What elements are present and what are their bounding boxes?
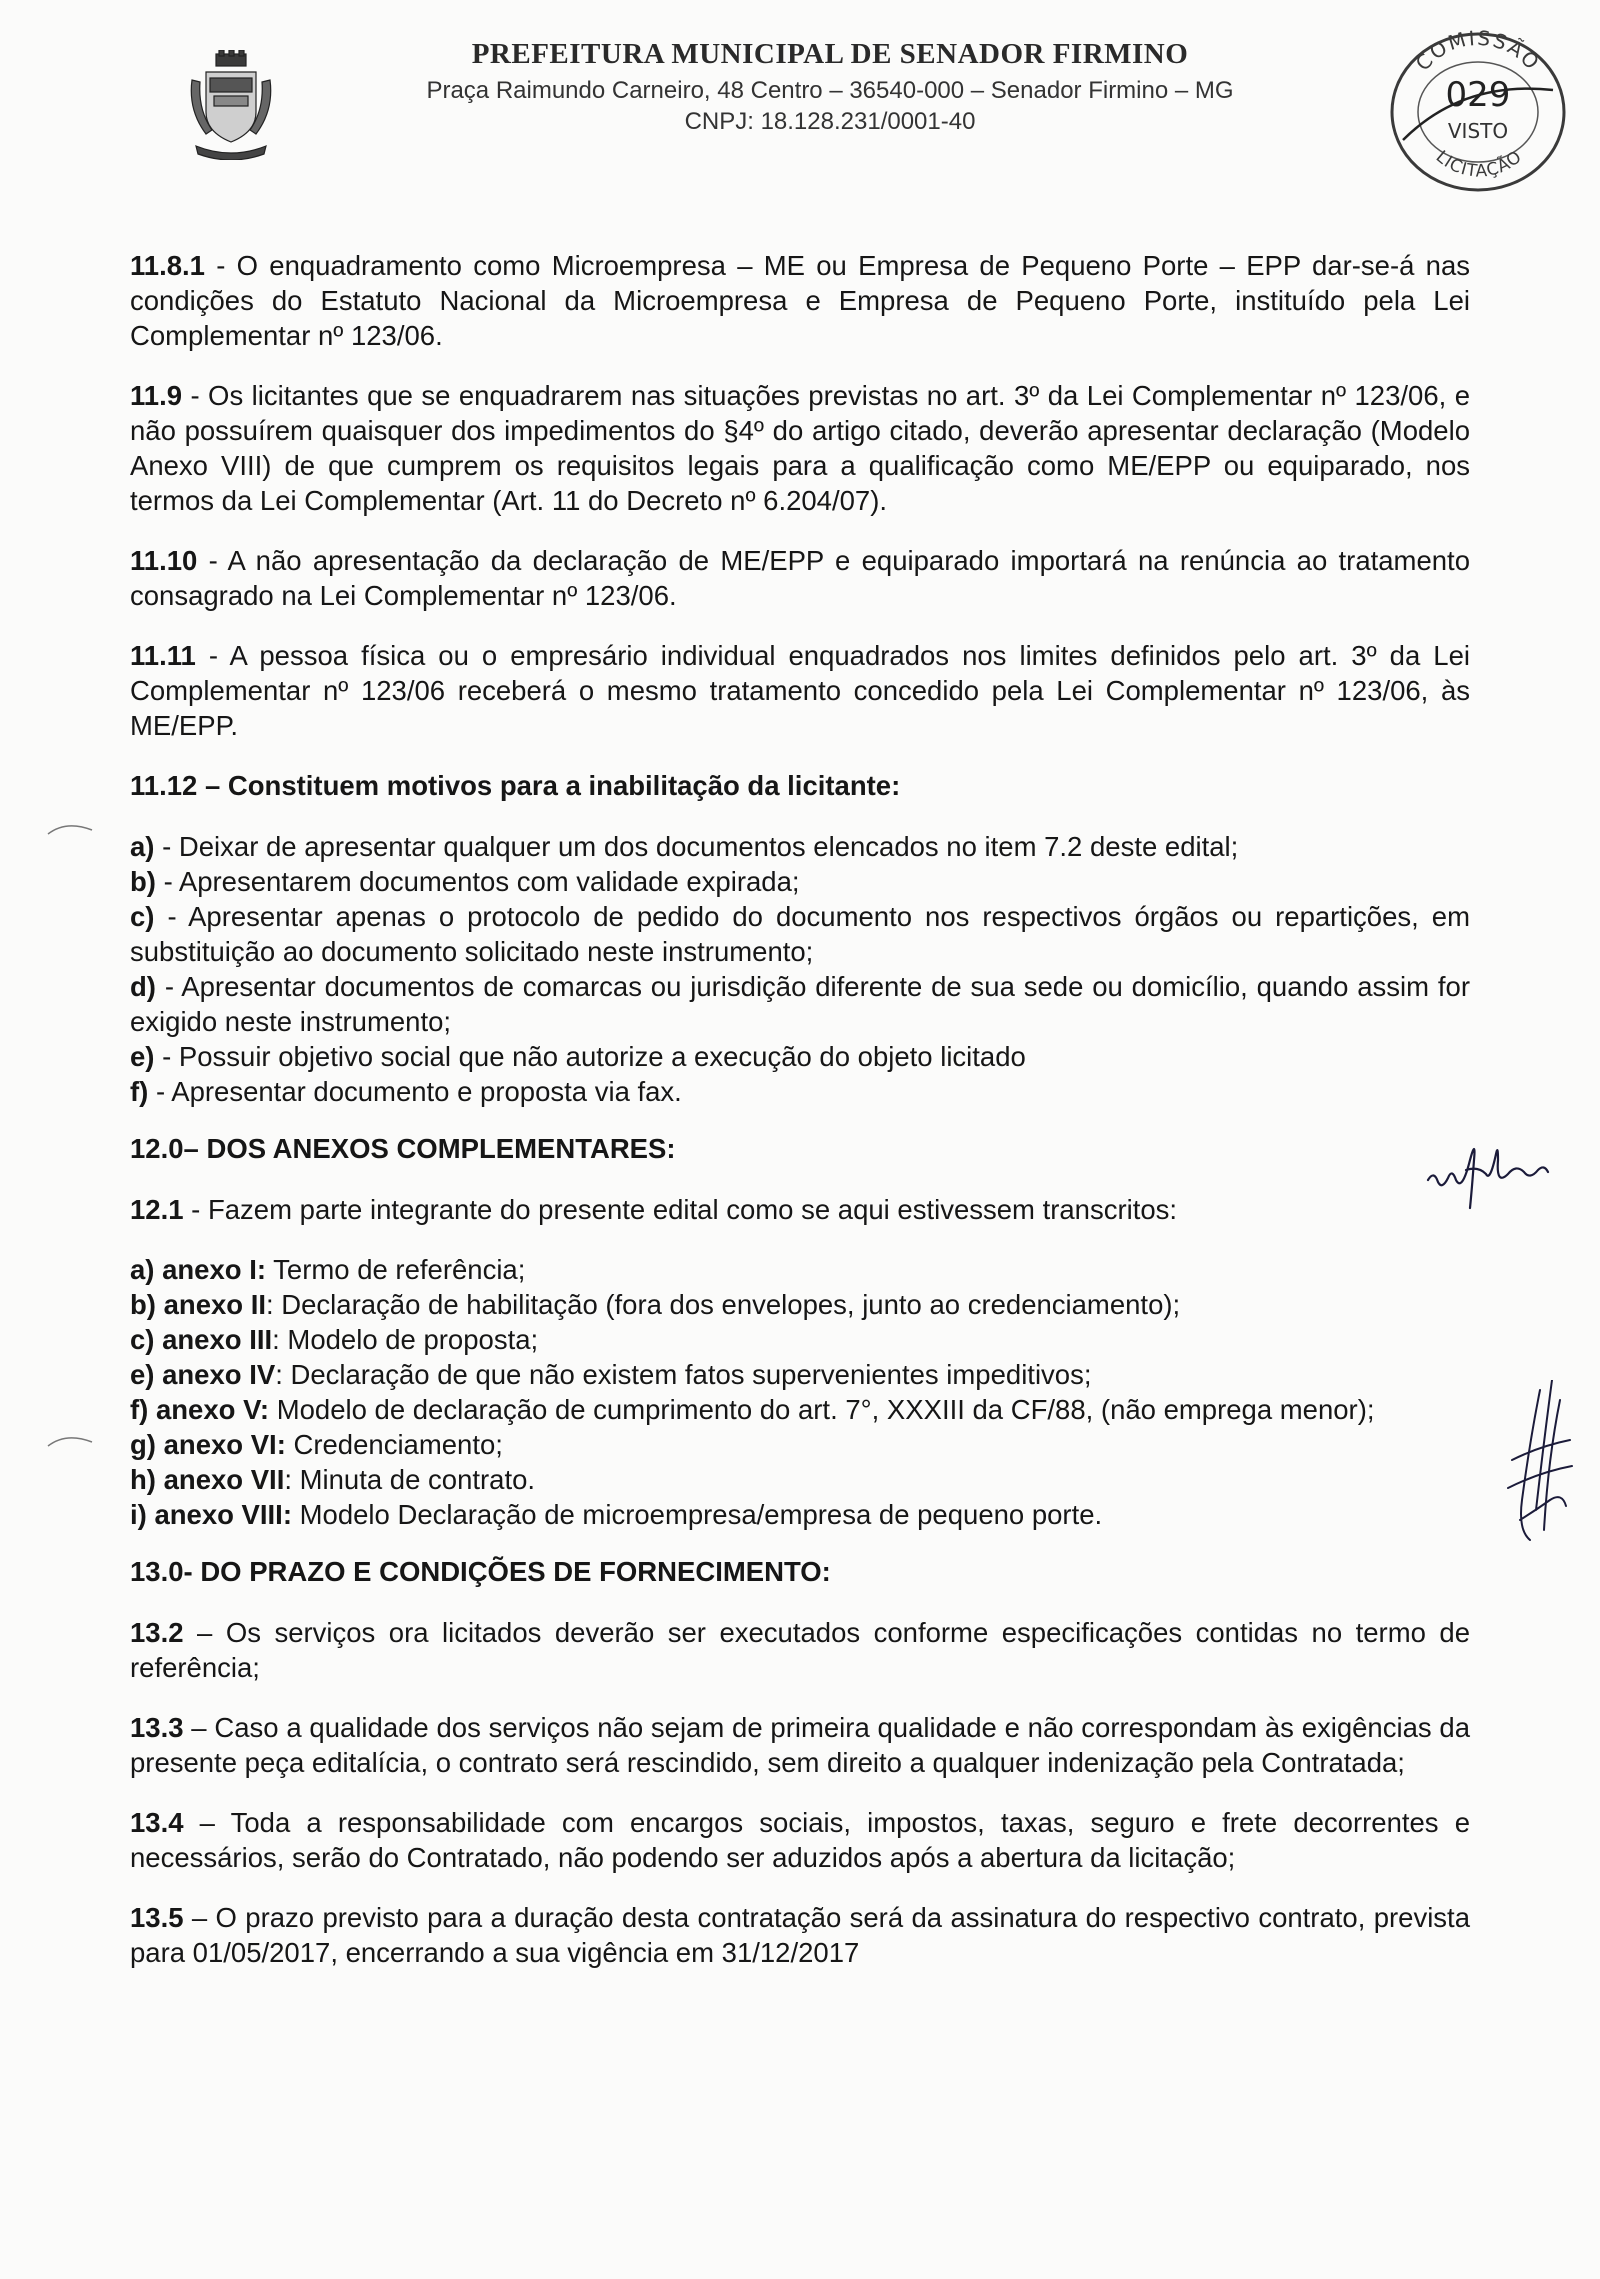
stamp-top-text: COMISSÃO	[1410, 25, 1546, 76]
clause-text: - A não apresentação da declaração de ME/EPP e equiparado importará na renúncia ao tratamento consagrado na Lei Complementar nº 123/06.	[130, 545, 1470, 611]
clause-text: – O prazo previsto para a duração desta contratação será da assinatura do respectivo contrato, prevista para 01/05/2017, encerrando a sua vigência em 31/12/2017	[130, 1902, 1470, 1968]
list-item: b) - Apresentarem documentos com validade expirada;	[130, 866, 800, 897]
commission-stamp	[1383, 20, 1573, 195]
list-item: e) - Possuir objetivo social que não autorize a execução do objeto licitado	[130, 1041, 1026, 1072]
annex-list	[130, 1252, 1470, 1532]
list-item: i) anexo VIII: Modelo Declaração de microempresa/empresa de pequeno porte.	[130, 1499, 1103, 1530]
handwritten-initials	[1420, 1130, 1550, 1210]
list-item: d) - Apresentar documentos de comarcas ou jurisdição diferente de sua sede ou domicílio, quando assim for exigido neste instrumento;	[130, 971, 1470, 1037]
clause-13-4	[130, 1805, 1470, 1875]
clause-text: – Caso a qualidade dos serviços não sejam de primeira qualidade e não correspondam às exigências da presente peça editalícia, o contrato será rescindido, sem direito a qualquer indenização pela Contratada;	[130, 1712, 1470, 1778]
clause-number: 11.11	[130, 640, 196, 671]
clause-number: 13.4	[130, 1807, 184, 1838]
margin-mark	[46, 820, 96, 840]
list-item: a) - Deixar de apresentar qualquer um dos documentos elencados no item 7.2 deste edital;	[130, 831, 1239, 862]
list-item: f) anexo V: Modelo de declaração de cumprimento do art. 7°, XXXIII da CF/88, (não emprega menor);	[130, 1394, 1375, 1425]
stamp-middle-text: VISTO	[1447, 119, 1509, 143]
list-item: c) - Apresentar apenas o protocolo de pedido do documento nos respectivos órgãos ou repartições, em substituição ao documento solicitado neste instrumento;	[130, 901, 1470, 967]
section-12-heading: 12.0– DOS ANEXOS COMPLEMENTARES:	[130, 1133, 676, 1164]
list-item: e) anexo IV: Declaração de que não existem fatos supervenientes impeditivos;	[130, 1359, 1092, 1390]
municipal-crest-icon	[186, 50, 276, 160]
organization-name: PREFEITURA MUNICIPAL DE SENADOR FIRMINO	[471, 38, 1189, 70]
clause-number: 13.3	[130, 1712, 184, 1743]
organization-address: Praça Raimundo Carneiro, 48 Centro – 36540-000 – Senador Firmino – MG	[426, 77, 1234, 104]
clause-12-1	[130, 1192, 1470, 1227]
list-item: h) anexo VII: Minuta de contrato.	[130, 1464, 536, 1495]
svg-text:LICITAÇÃO	[1432, 147, 1527, 182]
section-13-heading: 13.0- DO PRAZO E CONDIÇÕES DE FORNECIMENTO:	[130, 1556, 831, 1587]
handwritten-signature	[1500, 1380, 1580, 1545]
clause-number: 11.9	[130, 380, 183, 411]
clause-text: - Fazem parte integrante do presente edital como se aqui estivessem transcritos:	[183, 1194, 1178, 1225]
list-item: g) anexo VI: Credenciamento;	[130, 1429, 503, 1460]
clause-11-9	[130, 378, 1470, 518]
clause-11-8-1	[130, 248, 1470, 353]
clause-text: - Os licitantes que se enquadrarem nas situações previstas no art. 3º da Lei Complementar nº 123/06, e não possuírem quaisquer dos impedimentos do §4º do artigo citado, deverão apresentar declaração (Modelo Anexo VIII) de que cumprem os requisitos legais para a qualificação como ME/EPP ou equiparado, nos termos da Lei Complementar (Art. 11 do Decreto nº 6.204/07).	[130, 380, 1470, 516]
clause-13-3	[130, 1710, 1470, 1780]
clause-text: - O enquadramento como Microempresa – ME ou Empresa de Pequeno Porte – EPP dar-se-á nas condições do Estatuto Nacional da Microempresa e Empresa de Pequeno Porte, instituído pela Lei Complementar nº 123/06.	[130, 250, 1470, 351]
clause-number: 13.2	[130, 1617, 184, 1648]
section-11-12-heading: 11.12 – Constituem motivos para a inabilitação da licitante:	[130, 770, 901, 801]
list-item: a) anexo I: Termo de referência;	[130, 1254, 526, 1285]
list-item: c) anexo III: Modelo de proposta;	[130, 1324, 539, 1355]
clause-number: 13.5	[130, 1902, 184, 1933]
list-item: b) anexo II: Declaração de habilitação (fora dos envelopes, junto ao credenciamento);	[130, 1289, 1181, 1320]
clause-13-2	[130, 1615, 1470, 1685]
clause-number: 11.8.1	[130, 250, 205, 281]
clause-number: 11.10	[130, 545, 198, 576]
clause-text: – Os serviços ora licitados deverão ser executados conforme especificações contidas no termo de referência;	[130, 1617, 1470, 1683]
clause-13-5	[130, 1900, 1470, 1970]
document-body	[130, 248, 1470, 1995]
clause-11-10	[130, 543, 1470, 613]
disqualification-list	[130, 829, 1470, 1109]
clause-text: – Toda a responsabilidade com encargos sociais, impostos, taxas, seguro e frete decorrentes e necessários, serão do Contratado, não podendo ser aduzidos após a abertura da licitação;	[130, 1807, 1470, 1873]
stamp-bottom-text: LICITAÇÃO	[1431, 146, 1527, 182]
stamp-number: 029	[1445, 75, 1511, 115]
list-item: f) - Apresentar documento e proposta via fax.	[130, 1076, 682, 1107]
organization-cnpj: CNPJ: 18.128.231/0001-40	[684, 108, 976, 135]
margin-mark	[46, 1432, 96, 1452]
letterhead	[330, 38, 1330, 137]
clause-number: 12.1	[130, 1194, 184, 1225]
clause-11-11	[130, 638, 1470, 743]
clause-text: - A pessoa física ou o empresário individual enquadrados nos limites definidos pelo art. 3º da Lei Complementar nº 123/06 receberá o mesmo tratamento concedido pela Lei Complementar nº 123/06, às ME/EPP.	[130, 640, 1470, 741]
